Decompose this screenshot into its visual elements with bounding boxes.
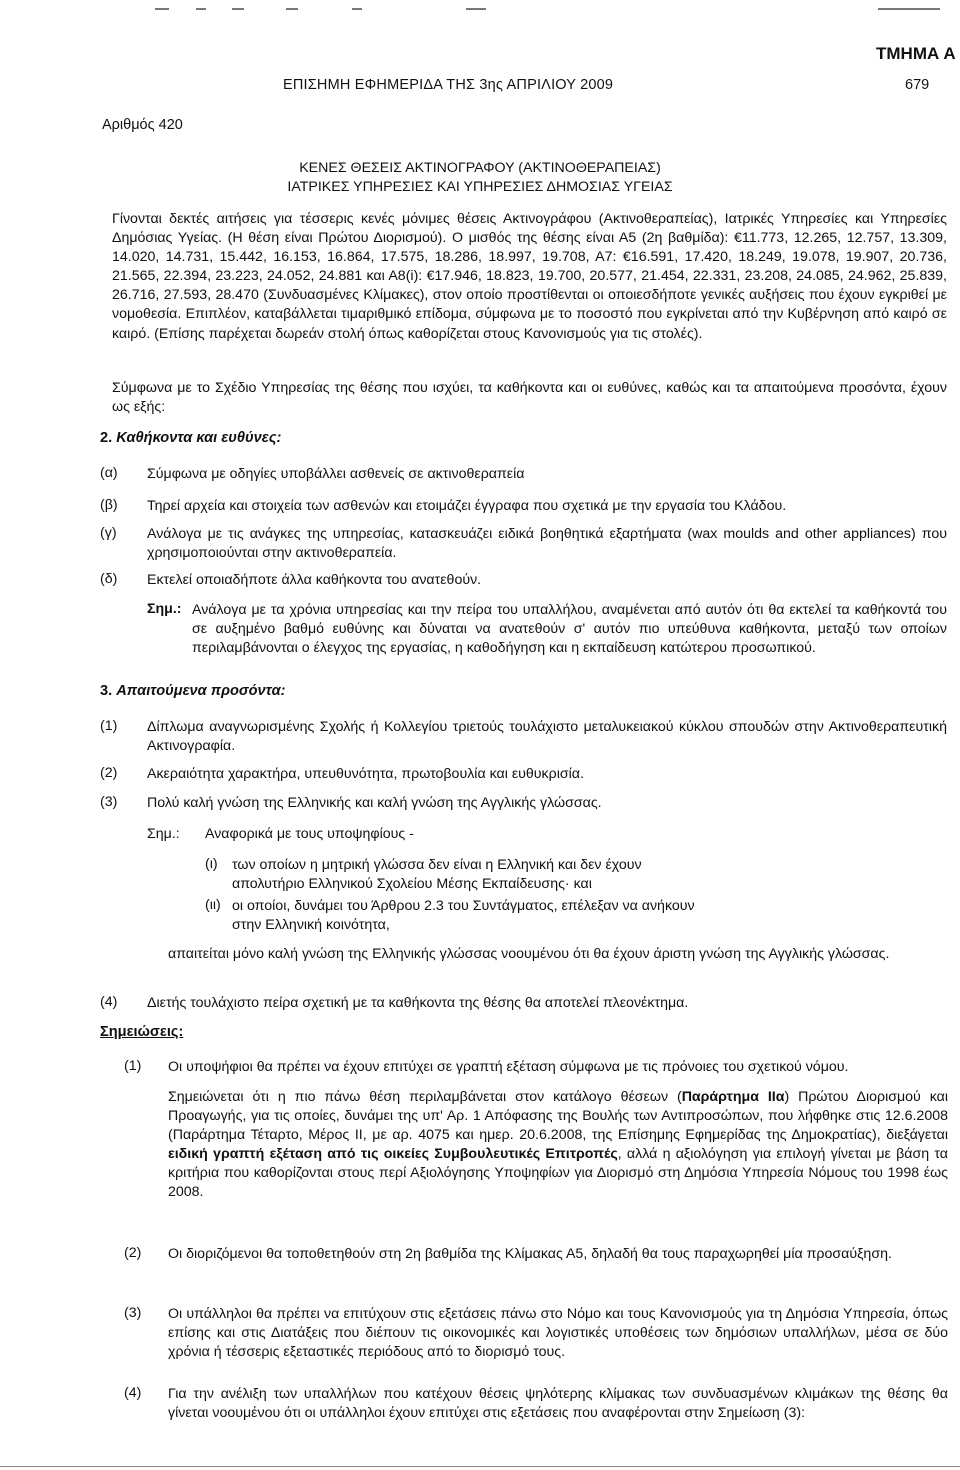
language-note-conclusion: απαιτείται μόνο καλή γνώση της Ελληνικής γλώσσας νοουμένου ότι θα έχουν άριστη γνώση της Αγγλικής γλώσσας. (168, 946, 890, 962)
language-note-sub: οι οποίοι, δυνάμει του Άρθρου 2.3 του Συντάγματος, επέλεξαν να ανήκουν στην Ελληνική κοινότητα, (232, 898, 695, 934)
note-detail-part: , αλλά η αξιολόγηση για επιλογή γίνεται με βάση τα κριτήρια που καθορίζονται στους περί Αξιολόγησης Υποψηφίων για Διορισμό στη Δημόσια Υπηρεσία Νόμους του 1998 έως 2008. (168, 1146, 949, 1201)
duties-number: 2. (100, 430, 113, 446)
qualification-label: (1) (100, 718, 118, 734)
note-detail-part: ) Πρώτου Διορισμού και Προαγωγής, για τις οποίες, δυνάμει της υπ' Αρ. 1 Απόφασης της Βουλής των Αντιπροσώπων, που λήφθηκε στις 12.6.2008 (Παράρτημα Τέταρτο, Μέρος ΙΙ, με αρ. 4075 και ημερ. 20.6.2008, της Επίσημης Εφημερίδας της Δημοκρατίας), διεξάγεται (168, 1089, 949, 1144)
language-note-sub: των οποίων η μητρική γλώσσα δεν είναι η Ελληνική και δεν έχουν απολυτήριο Ελληνικού Σχολείου Μέσης Εκπαίδευσης· και (232, 857, 642, 893)
scan-mark (466, 8, 486, 10)
gazette-title: ΕΠΙΣΗΜΗ ΕΦΗΜΕΡΙΔΑ ΤΗΣ 3ης ΑΠΡΙΛΙΟΥ 2009 (283, 77, 614, 93)
note-detail-paragraph (168, 1088, 948, 1203)
duty-item: Σύμφωνα με οδηγίες υποβάλλει ασθενείς σε ακτινοθεραπεία (147, 466, 525, 482)
qualifications-number: 3. (100, 683, 113, 699)
note-detail-bold: Παράρτημα ΙΙα (681, 1089, 785, 1105)
scan-mark (196, 8, 206, 10)
qualification-label: (2) (100, 765, 118, 781)
notice-number: Αριθμός 420 (102, 117, 183, 133)
qualification-item: Πολύ καλή γνώση της Ελληνικής και καλή γνώση της Αγγλικής γλώσσας. (147, 795, 602, 811)
note-item: Για την ανέλιξη των υπαλλήλων που κατέχουν θέσεις ψηλότερης κλίμακας των συνδυασμένων κλιμάκων της θέσης θα γίνεται νοουμένου ότι οι υπάλληλοι έχουν επιτύχει στις εξετάσεις που αναφέρονται στην Σημείωση (3): (168, 1386, 948, 1422)
scheme-paragraph: Σύμφωνα με το Σχέδιο Υπηρεσίας της θέσης που ισχύει, τα καθήκοντα και οι ευθύνες, καθώς και τα απαιτούμενα προσόντα, έχουν ως εξής: (112, 380, 947, 416)
scan-mark (155, 8, 169, 10)
duty-item: Εκτελεί οποιαδήποτε άλλα καθήκοντα του ανατεθούν. (147, 572, 482, 588)
note-item: Οι υποψήφιοι θα πρέπει να έχουν επιτύχει σε γραπτή εξέταση σύμφωνα με τις πρόνοιες του σχετικού νόμου. (168, 1059, 849, 1075)
scan-mark (352, 8, 362, 10)
qualification-item: Ακεραιότητα χαρακτήρα, υπευθυνότητα, πρωτοβουλία και ευθυκρισία. (147, 766, 584, 782)
note-detail-bold: ειδική γραπτή εξέταση από τις οικείες Συμβουλευτικές Επιτροπές (168, 1146, 618, 1163)
duty-label: (γ) (100, 525, 117, 541)
scan-mark (286, 8, 298, 10)
qualification-label: (4) (100, 994, 118, 1010)
notice-title-line-1: ΚΕΝΕΣ ΘΕΣΕΙΣ ΑΚΤΙΝΟΓΡΑΦΟΥ (ΑΚΤΙΝΟΘΕΡΑΠΕΙΑΣ) (299, 160, 661, 176)
qualifications-title: Απαιτούμενα προσόντα: (116, 683, 286, 699)
duty-label: (α) (100, 465, 118, 481)
language-note-intro: Αναφορικά με τους υποψηφίους - (205, 826, 414, 842)
language-note-sub-label: (ιι) (205, 897, 221, 913)
scan-mark (878, 8, 940, 10)
note-label: (2) (124, 1245, 142, 1261)
duties-title: Καθήκοντα και ευθύνες: (116, 430, 282, 446)
scan-mark (232, 8, 244, 10)
note-item: Οι διοριζόμενοι θα τοποθετηθούν στη 2η βαθμίδα της Κλίμακας Α5, δηλαδή θα τους παραχωρηθεί μία προσαύξηση. (168, 1246, 892, 1262)
qualification-item: Διετής τουλάχιστο πείρα σχετική με τα καθήκοντα της θέσης θα αποτελεί πλεονέκτημα. (147, 995, 689, 1011)
note-label: (1) (124, 1058, 142, 1074)
section-label: ΤΜΗΜΑ Α (876, 44, 956, 63)
notice-title-line-2: ΙΑΤΡΙΚΕΣ ΥΠΗΡΕΣΙΕΣ ΚΑΙ ΥΠΗΡΕΣΙΕΣ ΔΗΜΟΣΙΑΣ ΥΓΕΙΑΣ (287, 179, 673, 195)
qualifications-heading (100, 683, 286, 699)
note-label: (3) (124, 1305, 142, 1321)
duties-heading (100, 430, 281, 446)
duty-label: (β) (100, 497, 118, 513)
qualification-label: (3) (100, 794, 118, 810)
duties-note-label: Σημ.: (147, 601, 182, 617)
bottom-edge (0, 1466, 960, 1467)
note-label: (4) (124, 1385, 142, 1401)
language-note-sub-label: (ι) (205, 856, 218, 872)
language-note-label: Σημ.: (147, 826, 180, 842)
notes-heading: Σημειώσεις: (100, 1024, 184, 1040)
page-number: 679 (905, 77, 930, 93)
note-item: Οι υπάλληλοι θα πρέπει να επιτύχουν στις εξετάσεις πάνω στο Νόμο και τους Κανονισμούς για τη Δημόσια Υπηρεσία, όπως επίσης και στις Διατάξεις που διέπουν τις οικονομικές και λογιστικές υποθέσεις των δημόσιων υπαλλήλων, μέσα σε δύο χρόνια ή τέσσερις εξεταστικές περιόδους από το διορισμό τους. (168, 1306, 948, 1361)
duty-item: Ανάλογα με τις ανάγκες της υπηρεσίας, κατασκευάζει ειδικά βοηθητικά εξαρτήματα (wax moulds and other appliances) που χρησιμοποιούνται στην ακτινοθεραπεία. (147, 526, 947, 562)
duty-item: Τηρεί αρχεία και στοιχεία των ασθενών και ετοιμάζει έγγραφα που σχετικά με την εργασία του Κλάδου. (147, 498, 787, 514)
note-detail-part: Σημειώνεται ότι η πιο πάνω θέση περιλαμβάνεται στον κατάλογο θέσεων ( (168, 1089, 682, 1105)
intro-paragraph: Γίνονται δεκτές αιτήσεις για τέσσερις κενές μόνιμες θέσεις Ακτινογράφου (Ακτινοθεραπείας), Ιατρικές Υπηρεσίες και Υπηρεσίες Δημόσιας Υγείας. (Η θέση είναι Πρώτου Διορισμού). Ο μισθός της θέσης είναι Α5 (2η βαθμίδα): €11.773, 12.265, 12.757, 13.309, 14.020, 14.731, 15.442, 16.153, 16.864, 17.575, 18.286, 18.997, 19.708, Α7: €16.591, 17.420, 18.249, 19.078, 19.907, 20.736, 21.565, 22.394, 23.223, 24.052, 24.881 και Α8(i): €17.946, 18.823, 19.700, 20.577, 21.454, 22.331, 23.208, 24.085, 24.962, 25.839, 26.716, 27.593, 28.470 (Συνδυασμένες Κλίμακες), στον οποίο προστίθενται οι οποιεσδήποτε γενικές αυξήσεις που έχουν εγκριθεί με νομοθεσία. Επιπλέον, καταβάλλεται τιμαριθμικό επίδομα, σύμφωνα με το ποσοστό που εγκρίνεται από την Κυβέρνηση από καιρό σε καιρό. (Επίσης παρέχεται δωρεάν στολή όπως καθορίζεται στους Κανονισμούς για τις στολές). (112, 211, 947, 342)
qualification-item: Δίπλωμα αναγνωρισμένης Σχολής ή Κολλεγίου τριετούς τουλάχιστο μεταλυκειακού κύκλου σπουδών στην Ακτινοθεραπευτική Ακτινογραφία. (147, 719, 947, 755)
duties-note-text: Ανάλογα με τα χρόνια υπηρεσίας και την πείρα του υπαλλήλου, αναμένεται από αυτόν ότι θα εκτελεί τα καθήκοντά του σε αυξημένο βαθμό ευθύνης και δύναται να ανατεθούν σ' αυτόν πιο υπεύθυνα καθήκοντα, μεταξύ των οποίων περιλαμβάνονται ο έλεγχος της εργασίας, η καθοδήγηση και η εκπαίδευση κατώτερου προσωπικού. (192, 602, 947, 657)
duty-label: (δ) (100, 571, 118, 587)
